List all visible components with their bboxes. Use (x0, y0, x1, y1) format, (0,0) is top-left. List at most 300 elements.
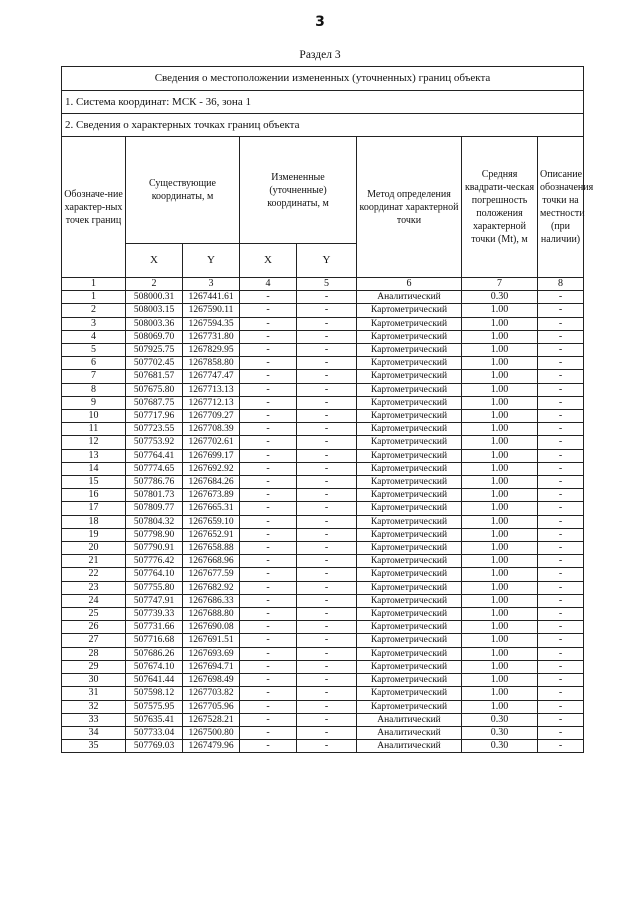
method-cell: Картометрический (357, 542, 462, 555)
point-number-cell: 17 (62, 502, 126, 515)
changed-y-cell: - (297, 568, 357, 581)
changed-y-cell: - (297, 317, 357, 330)
existing-y-cell: 1267702.61 (183, 436, 240, 449)
table-row (62, 555, 584, 568)
method-cell: Картометрический (357, 581, 462, 594)
existing-x-cell: 508000.31 (126, 291, 183, 304)
changed-x-cell: - (240, 317, 297, 330)
table-title: Сведения о местоположении измененных (уточненных) границ объекта (62, 67, 584, 91)
accuracy-cell: 1.00 (462, 436, 538, 449)
changed-x-cell: - (240, 476, 297, 489)
table-row (62, 449, 584, 462)
changed-y-cell: - (297, 396, 357, 409)
changed-x-cell: - (240, 674, 297, 687)
method-cell: Картометрический (357, 449, 462, 462)
accuracy-cell: 1.00 (462, 528, 538, 541)
existing-y-cell: 1267694.71 (183, 660, 240, 673)
changed-x-cell: - (240, 304, 297, 317)
changed-y-cell: - (297, 291, 357, 304)
point-number-cell: 10 (62, 410, 126, 423)
changed-x-cell: - (240, 449, 297, 462)
existing-y-cell: 1267652.91 (183, 528, 240, 541)
method-cell: Картометрический (357, 304, 462, 317)
accuracy-cell: 1.00 (462, 647, 538, 660)
description-cell: - (538, 568, 584, 581)
existing-y-cell: 1267858.80 (183, 357, 240, 370)
changed-y-cell: - (297, 660, 357, 673)
description-cell: - (538, 291, 584, 304)
existing-x-cell: 507681.57 (126, 370, 183, 383)
description-cell: - (538, 608, 584, 621)
description-cell: - (538, 462, 584, 475)
description-cell: - (538, 621, 584, 634)
section-label: Раздел 3 (299, 49, 341, 61)
point-number-cell: 1 (62, 291, 126, 304)
point-number-cell: 29 (62, 660, 126, 673)
header-existing-y: Y (183, 244, 240, 278)
existing-x-cell: 508069.70 (126, 330, 183, 343)
accuracy-cell: 0.30 (462, 740, 538, 753)
method-cell: Картометрический (357, 568, 462, 581)
method-cell: Картометрический (357, 674, 462, 687)
table-row (62, 396, 584, 409)
existing-x-cell: 507635.41 (126, 713, 183, 726)
table-row (62, 436, 584, 449)
table-row (62, 700, 584, 713)
existing-y-cell: 1267677.59 (183, 568, 240, 581)
existing-x-cell: 507801.73 (126, 489, 183, 502)
method-cell: Картометрический (357, 634, 462, 647)
point-number-cell: 33 (62, 713, 126, 726)
description-cell: - (538, 476, 584, 489)
existing-y-cell: 1267708.39 (183, 423, 240, 436)
table-row (62, 608, 584, 621)
table-row (62, 383, 584, 396)
existing-y-cell: 1267747.47 (183, 370, 240, 383)
existing-x-cell: 507925.75 (126, 344, 183, 357)
column-number: 6 (357, 278, 462, 291)
accuracy-cell: 1.00 (462, 502, 538, 515)
existing-x-cell: 507687.75 (126, 396, 183, 409)
table-row (62, 476, 584, 489)
point-number-cell: 25 (62, 608, 126, 621)
existing-y-cell: 1267692.92 (183, 462, 240, 475)
accuracy-cell: 1.00 (462, 383, 538, 396)
existing-y-cell: 1267686.33 (183, 594, 240, 607)
table-row (62, 370, 584, 383)
table-row (62, 304, 584, 317)
point-number-cell: 27 (62, 634, 126, 647)
accuracy-cell: 1.00 (462, 476, 538, 489)
existing-x-cell: 507764.10 (126, 568, 183, 581)
description-cell: - (538, 515, 584, 528)
header-existing-coordinates: Существующие координаты, м (126, 137, 240, 244)
header-changed-x: X (240, 244, 297, 278)
existing-x-cell: 507575.95 (126, 700, 183, 713)
table-row (62, 581, 584, 594)
existing-y-cell: 1267673.89 (183, 489, 240, 502)
changed-y-cell: - (297, 462, 357, 475)
accuracy-cell: 1.00 (462, 568, 538, 581)
existing-y-cell: 1267682.92 (183, 581, 240, 594)
point-number-cell: 20 (62, 542, 126, 555)
changed-x-cell: - (240, 608, 297, 621)
point-number-cell: 3 (62, 317, 126, 330)
description-cell: - (538, 344, 584, 357)
method-cell: Картометрический (357, 330, 462, 343)
accuracy-cell: 1.00 (462, 542, 538, 555)
existing-x-cell: 507641.44 (126, 674, 183, 687)
column-number: 4 (240, 278, 297, 291)
description-cell: - (538, 555, 584, 568)
changed-x-cell: - (240, 542, 297, 555)
changed-x-cell: - (240, 291, 297, 304)
existing-x-cell: 507804.32 (126, 515, 183, 528)
accuracy-cell: 0.30 (462, 726, 538, 739)
method-cell: Аналитический (357, 713, 462, 726)
changed-y-cell: - (297, 726, 357, 739)
point-number-cell: 31 (62, 687, 126, 700)
accuracy-cell: 1.00 (462, 660, 538, 673)
point-number-cell: 12 (62, 436, 126, 449)
changed-x-cell: - (240, 726, 297, 739)
existing-y-cell: 1267684.26 (183, 476, 240, 489)
existing-y-cell: 1267690.08 (183, 621, 240, 634)
table-row (62, 357, 584, 370)
header-changed-coordinates: Измененные (уточненные) координаты, м (240, 137, 357, 244)
table-row (62, 515, 584, 528)
method-cell: Картометрический (357, 502, 462, 515)
method-cell: Аналитический (357, 291, 462, 304)
header-changed-y: Y (297, 244, 357, 278)
method-cell: Картометрический (357, 410, 462, 423)
header-designation: Обозначе-ние характер-ных точек границ (62, 137, 126, 278)
existing-x-cell: 507776.42 (126, 555, 183, 568)
existing-y-cell: 1267713.13 (183, 383, 240, 396)
table-title-row (62, 67, 584, 91)
column-number: 3 (183, 278, 240, 291)
existing-x-cell: 507675.80 (126, 383, 183, 396)
changed-x-cell: - (240, 713, 297, 726)
accuracy-cell: 1.00 (462, 634, 538, 647)
coordinate-system: 1. Система координат: МСК - 36, зона 1 (62, 91, 584, 114)
changed-y-cell: - (297, 647, 357, 660)
changed-x-cell: - (240, 647, 297, 660)
description-cell: - (538, 383, 584, 396)
point-number-cell: 9 (62, 396, 126, 409)
point-number-cell: 15 (62, 476, 126, 489)
changed-y-cell: - (297, 370, 357, 383)
existing-y-cell: 1267668.96 (183, 555, 240, 568)
description-cell: - (538, 740, 584, 753)
description-cell: - (538, 581, 584, 594)
changed-y-cell: - (297, 344, 357, 357)
changed-x-cell: - (240, 515, 297, 528)
changed-x-cell: - (240, 528, 297, 541)
table-row (62, 568, 584, 581)
existing-x-cell: 507686.26 (126, 647, 183, 660)
existing-y-cell: 1267698.49 (183, 674, 240, 687)
method-cell: Картометрический (357, 344, 462, 357)
changed-y-cell: - (297, 740, 357, 753)
method-cell: Картометрический (357, 687, 462, 700)
existing-x-cell: 508003.15 (126, 304, 183, 317)
changed-x-cell: - (240, 660, 297, 673)
changed-y-cell: - (297, 449, 357, 462)
table-row (62, 502, 584, 515)
changed-y-cell: - (297, 476, 357, 489)
existing-x-cell: 507716.68 (126, 634, 183, 647)
changed-y-cell: - (297, 594, 357, 607)
changed-y-cell: - (297, 357, 357, 370)
table-row (62, 713, 584, 726)
description-cell: - (538, 713, 584, 726)
changed-y-cell: - (297, 608, 357, 621)
method-cell: Картометрический (357, 357, 462, 370)
method-cell: Картометрический (357, 594, 462, 607)
changed-x-cell: - (240, 568, 297, 581)
existing-y-cell: 1267712.13 (183, 396, 240, 409)
description-cell: - (538, 370, 584, 383)
method-cell: Картометрический (357, 608, 462, 621)
point-number-cell: 28 (62, 647, 126, 660)
point-number-cell: 6 (62, 357, 126, 370)
existing-x-cell: 507769.03 (126, 740, 183, 753)
changed-y-cell: - (297, 515, 357, 528)
changed-y-cell: - (297, 674, 357, 687)
existing-y-cell: 1267731.80 (183, 330, 240, 343)
changed-y-cell: - (297, 555, 357, 568)
description-cell: - (538, 436, 584, 449)
existing-y-cell: 1267590.11 (183, 304, 240, 317)
changed-x-cell: - (240, 502, 297, 515)
point-number-cell: 7 (62, 370, 126, 383)
table-row (62, 489, 584, 502)
accuracy-cell: 1.00 (462, 462, 538, 475)
table-row (62, 740, 584, 753)
point-number-cell: 21 (62, 555, 126, 568)
table-row (62, 317, 584, 330)
description-cell: - (538, 687, 584, 700)
existing-x-cell: 507733.04 (126, 726, 183, 739)
accuracy-cell: 1.00 (462, 555, 538, 568)
accuracy-cell: 0.30 (462, 291, 538, 304)
existing-y-cell: 1267594.35 (183, 317, 240, 330)
method-cell: Картометрический (357, 317, 462, 330)
point-number-cell: 30 (62, 674, 126, 687)
method-cell: Картометрический (357, 462, 462, 475)
point-number-cell: 32 (62, 700, 126, 713)
existing-y-cell: 1267528.21 (183, 713, 240, 726)
accuracy-cell: 1.00 (462, 674, 538, 687)
column-number: 2 (126, 278, 183, 291)
changed-x-cell: - (240, 594, 297, 607)
changed-x-cell: - (240, 344, 297, 357)
existing-y-cell: 1267705.96 (183, 700, 240, 713)
description-cell: - (538, 542, 584, 555)
table-row (62, 674, 584, 687)
table-row (62, 647, 584, 660)
method-cell: Картометрический (357, 436, 462, 449)
existing-x-cell: 507774.65 (126, 462, 183, 475)
existing-x-cell: 507747.91 (126, 594, 183, 607)
existing-y-cell: 1267658.88 (183, 542, 240, 555)
method-cell: Картометрический (357, 515, 462, 528)
header-method: Метод определения координат характерной точки (357, 137, 462, 278)
existing-x-cell: 508003.36 (126, 317, 183, 330)
table-row (62, 660, 584, 673)
table-row (62, 462, 584, 475)
description-cell: - (538, 660, 584, 673)
column-number: 1 (62, 278, 126, 291)
method-cell: Картометрический (357, 555, 462, 568)
table-row (62, 291, 584, 304)
table-row (62, 344, 584, 357)
existing-x-cell: 507717.96 (126, 410, 183, 423)
method-cell: Картометрический (357, 370, 462, 383)
existing-x-cell: 507731.66 (126, 621, 183, 634)
existing-x-cell: 507702.45 (126, 357, 183, 370)
method-cell: Картометрический (357, 476, 462, 489)
existing-x-cell: 507739.33 (126, 608, 183, 621)
table-row (62, 330, 584, 343)
description-cell: - (538, 594, 584, 607)
changed-x-cell: - (240, 700, 297, 713)
accuracy-cell: 1.00 (462, 489, 538, 502)
changed-x-cell: - (240, 357, 297, 370)
point-number-cell: 18 (62, 515, 126, 528)
changed-x-cell: - (240, 330, 297, 343)
table-row (62, 542, 584, 555)
existing-y-cell: 1267699.17 (183, 449, 240, 462)
changed-y-cell: - (297, 502, 357, 515)
existing-x-cell: 507753.92 (126, 436, 183, 449)
table-row (62, 621, 584, 634)
method-cell: Картометрический (357, 647, 462, 660)
changed-x-cell: - (240, 462, 297, 475)
table-row (62, 594, 584, 607)
changed-y-cell: - (297, 634, 357, 647)
changed-x-cell: - (240, 581, 297, 594)
method-cell: Картометрический (357, 383, 462, 396)
point-number-cell: 16 (62, 489, 126, 502)
changed-y-cell: - (297, 528, 357, 541)
existing-y-cell: 1267829.95 (183, 344, 240, 357)
changed-y-cell: - (297, 383, 357, 396)
changed-y-cell: - (297, 489, 357, 502)
method-cell: Картометрический (357, 700, 462, 713)
accuracy-cell: 1.00 (462, 581, 538, 594)
existing-x-cell: 507809.77 (126, 502, 183, 515)
accuracy-cell: 0.30 (462, 713, 538, 726)
method-cell: Картометрический (357, 660, 462, 673)
column-number: 5 (297, 278, 357, 291)
existing-x-cell: 507723.55 (126, 423, 183, 436)
method-cell: Картометрический (357, 528, 462, 541)
accuracy-cell: 1.00 (462, 515, 538, 528)
point-number-cell: 34 (62, 726, 126, 739)
changed-y-cell: - (297, 581, 357, 594)
page-number: 3 (315, 14, 325, 30)
changed-x-cell: - (240, 621, 297, 634)
description-cell: - (538, 304, 584, 317)
coordinate-system-row (62, 91, 584, 114)
description-cell: - (538, 489, 584, 502)
accuracy-cell: 1.00 (462, 357, 538, 370)
point-number-cell: 23 (62, 581, 126, 594)
accuracy-cell: 1.00 (462, 700, 538, 713)
changed-y-cell: - (297, 410, 357, 423)
description-cell: - (538, 357, 584, 370)
description-cell: - (538, 647, 584, 660)
table-row (62, 634, 584, 647)
description-cell: - (538, 330, 584, 343)
method-cell: Аналитический (357, 726, 462, 739)
column-number: 7 (462, 278, 538, 291)
description-cell: - (538, 396, 584, 409)
accuracy-cell: 1.00 (462, 423, 538, 436)
table-row (62, 528, 584, 541)
column-number: 8 (538, 278, 584, 291)
description-cell: - (538, 700, 584, 713)
changed-x-cell: - (240, 555, 297, 568)
changed-y-cell: - (297, 687, 357, 700)
accuracy-cell: 1.00 (462, 370, 538, 383)
point-number-cell: 35 (62, 740, 126, 753)
existing-y-cell: 1267659.10 (183, 515, 240, 528)
existing-y-cell: 1267693.69 (183, 647, 240, 660)
description-cell: - (538, 634, 584, 647)
point-number-cell: 2 (62, 304, 126, 317)
accuracy-cell: 1.00 (462, 330, 538, 343)
changed-y-cell: - (297, 621, 357, 634)
description-cell: - (538, 726, 584, 739)
changed-x-cell: - (240, 687, 297, 700)
changed-x-cell: - (240, 436, 297, 449)
table-row (62, 410, 584, 423)
description-cell: - (538, 528, 584, 541)
existing-y-cell: 1267691.51 (183, 634, 240, 647)
accuracy-cell: 1.00 (462, 317, 538, 330)
changed-x-cell: - (240, 634, 297, 647)
accuracy-cell: 1.00 (462, 608, 538, 621)
method-cell: Картометрический (357, 489, 462, 502)
accuracy-cell: 1.00 (462, 396, 538, 409)
existing-y-cell: 1267703.82 (183, 687, 240, 700)
description-cell: - (538, 317, 584, 330)
description-cell: - (538, 502, 584, 515)
point-number-cell: 19 (62, 528, 126, 541)
accuracy-cell: 1.00 (462, 304, 538, 317)
changed-x-cell: - (240, 383, 297, 396)
point-number-cell: 8 (62, 383, 126, 396)
boundary-points-table (61, 66, 594, 753)
existing-x-cell: 507798.90 (126, 528, 183, 541)
changed-y-cell: - (297, 713, 357, 726)
changed-x-cell: - (240, 410, 297, 423)
accuracy-cell: 1.00 (462, 344, 538, 357)
changed-x-cell: - (240, 396, 297, 409)
point-number-cell: 22 (62, 568, 126, 581)
changed-y-cell: - (297, 304, 357, 317)
point-number-cell: 26 (62, 621, 126, 634)
method-cell: Картометрический (357, 621, 462, 634)
table-row (62, 423, 584, 436)
changed-y-cell: - (297, 436, 357, 449)
accuracy-cell: 1.00 (462, 594, 538, 607)
changed-y-cell: - (297, 423, 357, 436)
description-cell: - (538, 674, 584, 687)
